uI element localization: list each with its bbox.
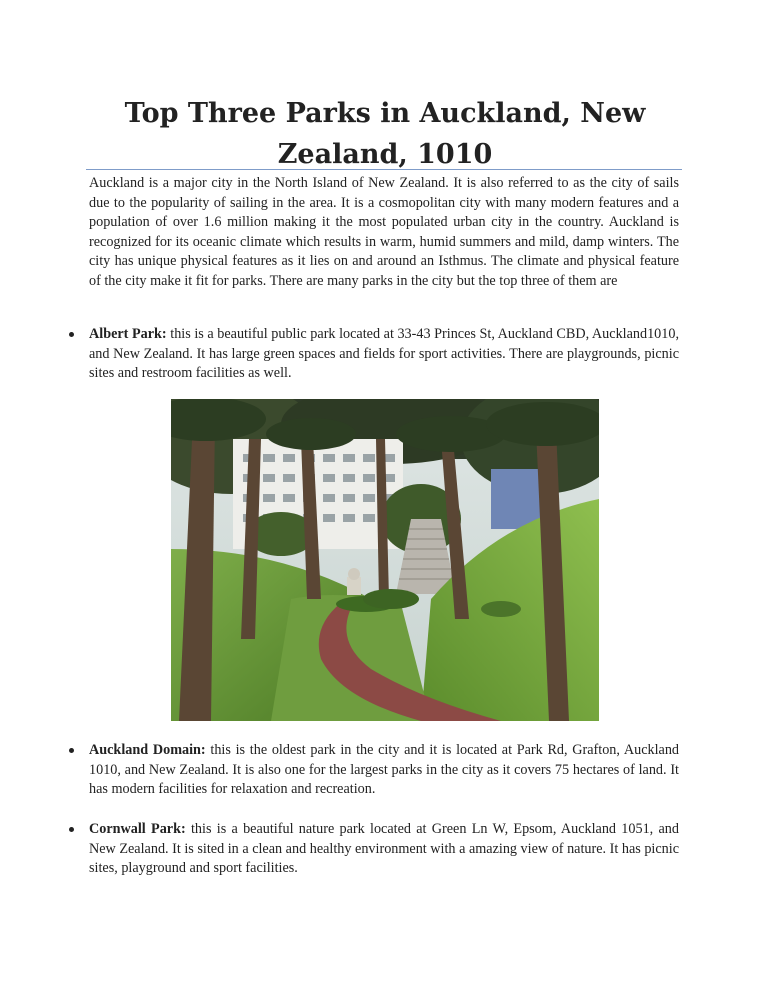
list-item-albert-park — [89, 325, 679, 384]
document-title: Top Three Parks in Auckland, New Zealand, 1010 — [124, 98, 646, 170]
list-item-auckland-domain — [89, 741, 679, 800]
park-name: Auckland Domain: — [89, 742, 206, 758]
park-description: this is a beautiful nature park located at Green Ln W, Epsom, Auckland 1051, and New Zealand. It is sited in a clean and healthy environment with a amazing view of nature. It has picnic sites, playground and sport facilities. — [89, 821, 679, 877]
title-divider — [86, 169, 682, 170]
list-item-cornwall-park — [89, 820, 679, 879]
bullet-icon — [69, 827, 74, 832]
park-name: Albert Park: — [89, 326, 167, 342]
albert-park-photo — [171, 399, 599, 721]
intro-paragraph: Auckland is a major city in the North Island of New Zealand. It is also referred to as the city of sails due to the popularity of sailing in the area. It is a cosmopolitan city with many modern features and a population of over 1.6 million making it the most populated urban city in the country. Auckland is recognized for its oceanic climate which results in warm, humid summers and mild, damp winters. The city has unique physical features as it lies on and around an Isthmus. The climate and physical feature of the city make it fit for parks. There are many parks in the city but the top three of them are — [89, 175, 679, 289]
bullet-icon — [69, 332, 74, 337]
bullet-icon — [69, 748, 74, 753]
park-description: this is a beautiful public park located at 33-43 Princes St, Auckland CBD, Auckland1010, and New Zealand. It has large green spaces and fields for sport activities. There are playgrounds, picnic sites and restroom facilities as well. — [89, 326, 680, 382]
park-description: this is the oldest park in the city and it is located at Park Rd, Grafton, Auckland 1010, and New Zealand. It is also one for the largest parks in the city as it covers 75 hectares of land. It has modern facilities for relaxation and recreation. — [89, 742, 680, 798]
park-name: Cornwall Park: — [89, 821, 186, 837]
